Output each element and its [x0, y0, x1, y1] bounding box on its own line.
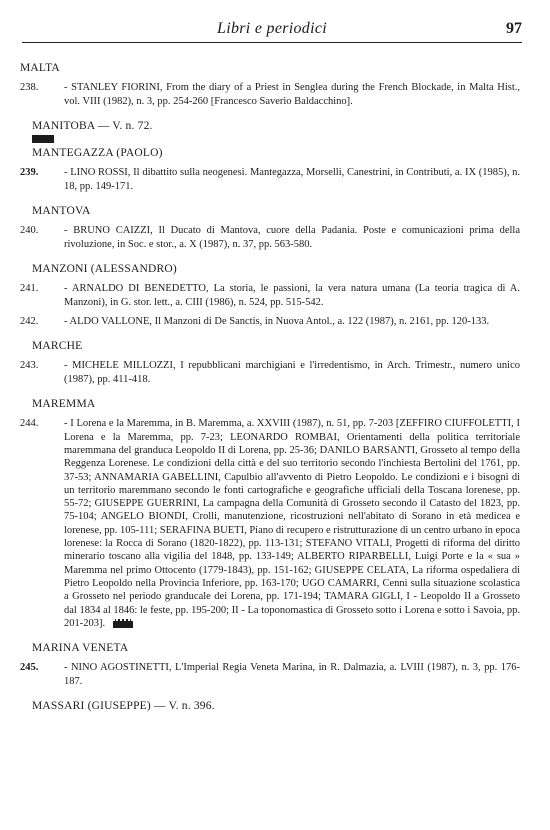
entry-text: - ARNALDO DI BENEDETTO, La storia, le passioni, la vera natura umana (La teoria tragica di A. Manzoni), in G. stor. lett., a. CIII (1986), n. 524, pp. 515-542. [64, 283, 520, 308]
entry-text: - I Lorena e la Maremma, in B. Maremma, a. XXVIII (1987), n. 51, pp. 7-203 [ZEFFIRO CIUFFOLETTI, I Lorena e la Maremma, pp. 7-23; LEONARDO ROMBAI, Orientamenti della politica territoriale maremmana del granduca Leopoldo II di Lorena, pp. 25-36; DANILO BARSANTI, Grosseto al tempo della Reggenza Lorenese. Le condizioni della città e del suo territorio secondo l'inchiesta Bertolini del 1761, pp. 37-53; ANNAMARIA GABELLINI, Capulbio all'avvento di Pietro Leopoldo. Le condizioni e i bisogni di un territorio maremmano secondo le fonti cartografiche e geografiche ufficiali della Toscana lorenese, pp. 55-72; GIUSEPPE GUERRINI, La campagna della Comunità di Grosseto secondo il Catasto del 1823, pp. 75-104; ANGELO BIONDI, Crolli, manutenzione, ricostruzioni nell'abitato di Sorano in età medicea e lorenese, pp. 105-111; SERAFINA BUETI, Piano di recupero e ristrutturazione di un centro urbano in epoca lorenese: la Rocca di Sorano (1820-1822), pp. 113-131; STEFANO VITALI, Progetti di riforma del diritto minerario toscano alla vigilia del 1848, pp. 133-149; ALBERTO RIPARBELLI, Luigi Porte e la « sua » Maremma nel primo Ottocento (1779-1843), pp. 151-162; GIUSEPPE CELATA, La riforma ospedaliera di Pietro Leopoldo nella Provincia Inferiore, pp. 163-170; UGO CAMARRI, Cenni sulla situazione scolastica a Grosseto nel periodo granducale dei Lorena, pp. 171-194; TAMARA GIGLI, I - Leopoldo II a Grosseto dal 1834 al 1846: le feste, pp. 195-200; II - La toponomastica di Grosseto sotto i Lorena e sotto i Savoia, pp. 201-203]. [64, 418, 520, 629]
bibliography-content [20, 58, 520, 713]
section-heading-mantova: MANTOVA [32, 205, 91, 218]
section-heading-marche: MARCHE [32, 340, 83, 353]
entry-text: - NINO AGOSTINETTI, L'Imperial Regia Veneta Marina, in R. Dalmazia, a. LVIII (1987), n. 3, pp. 176-187. [64, 662, 520, 687]
entry-240: 240. - BRUNO CAIZZI, Il Ducato di Mantova, cuore della Padania. Poste e comunicazioni prima della rivoluzione, in Soc. e stor., a. X (1987), n. 37, pp. 563-580. [20, 225, 520, 250]
section-heading-mantegazza: MANTEGAZZA (PAOLO) [32, 147, 163, 160]
entry-text: - STANLEY FIORINI, From the diary of a Priest in Senglea during the French Blockade, in Malta Hist., vol. VIII (1982), n. 3, pp. 254-260 [Francesco Saverio Baldacchino]. [64, 82, 520, 107]
library-stamp-icon [32, 135, 54, 143]
section-heading-massari: MASSARI (GIUSEPPE) — V. n. 396. [32, 699, 215, 712]
section-heading-manzoni: MANZONI (ALESSANDRO) [32, 262, 177, 275]
entry-text: - MICHELE MILLOZZI, I repubblicani marchigiani e l'irredentismo, in Arch. Trimestr., numero unico (1987), pp. 411-418. [64, 360, 520, 385]
section-heading-maremma: MAREMMA [32, 398, 96, 411]
entry-245: 245. - NINO AGOSTINETTI, L'Imperial Regia Veneta Marina, in R. Dalmazia, a. LVIII (1987), n. 3, pp. 176-187. [20, 662, 520, 687]
library-stamp-icon [113, 619, 133, 628]
entry-text: - BRUNO CAIZZI, Il Ducato di Mantova, cuore della Padania. Poste e comunicazioni prima della rivoluzione, in Soc. e stor., a. X (1987), n. 37, pp. 563-580. [64, 225, 520, 250]
entry-text: - LINO ROSSI, Il dibattito sulla neogenesi. Mantegazza, Morselli, Canestrini, in Contributi, a. IX (1985), n. 18, pp. 149-171. [64, 167, 520, 192]
entry-242: 242. - ALDO VALLONE, Il Manzoni di De Sanctis, in Nuova Antol., a. 122 (1987), n. 2161, pp. 120-133. [20, 315, 490, 327]
entry-241: 241. - ARNALDO DI BENEDETTO, La storia, le passioni, la vera natura umana (La teoria tragica di A. Manzoni), in G. stor. lett., a. CIII (1986), n. 524, pp. 515-542. [20, 283, 520, 308]
entry-239: 239. - LINO ROSSI, Il dibattito sulla neogenesi. Mantegazza, Morselli, Canestrini, in Contributi, a. IX (1985), n. 18, pp. 149-171. [20, 167, 520, 192]
entry-244: 244. - I Lorena e la Maremma, in B. Maremma, a. XXVIII (1987), n. 51, pp. 7-203 [ZEFFIRO CIUFFOLETTI, I Lorena e la Maremma, pp. 7-23; LEONARDO ROMBAI, Orientamenti della politica territoriale maremmana del granduca Leopoldo II di Lorena, pp. 25-36; DANILO BARSANTI, Grosseto al tempo della Reggenza Lorenese. Le condizioni della città e del suo territorio secondo l'inchiesta Bertolini del 1761, pp. 37-53; ANNAMARIA GABELLINI, Capulbio all'avvento di Pietro Leopoldo. Le condizioni e i bisogni di un territorio maremmano secondo le fonti cartografiche e geografiche ufficiali della Toscana lorenese, pp. 55-72; GIUSEPPE GUERRINI, La campagna della Comunità di Grosseto secondo il Catasto del 1823, pp. 75-104; ANGELO BIONDI, Crolli, manutenzione, ricostruzioni nell'abitato di Sorano in età medicea e lorenese, pp. 105-111; SERAFINA BUETI, Piano di recupero e ristrutturazione di un centro urbano in epoca lorenese: la Rocca di Sorano (1820-1822), pp. 113-131; STEFANO VITALI, Progetti di riforma del diritto minerario toscano alla vigilia del 1848, pp. 133-149; ALBERTO RIPARBELLI, Luigi Porte e la « sua » Maremma nel primo Ottocento (1779-1843), pp. 151-162; GIUSEPPE CELATA, La riforma ospedaliera di Pietro Leopoldo nella Provincia Inferiore, pp. 163-170; UGO CAMARRI, Cenni sulla situazione scolastica a Grosseto nel periodo granducale dei Lorena, pp. 171-194; TAMARA GIGLI, I - Leopoldo II a Grosseto dal 1834 al 1846: le feste, pp. 195-200; II - La toponomastica di Grosseto sotto i Lorena e sotto i Savoia, pp. 201-203]. [20, 418, 520, 629]
page-header [22, 20, 522, 44]
section-heading-marina-veneta: MARINA VENETA [32, 642, 129, 655]
section-heading-malta: MALTA [20, 62, 60, 74]
entry-text: - ALDO VALLONE, Il Manzoni di De Sanctis, in Nuova Antol., a. 122 (1987), n. 2161, pp. 120-133. [64, 315, 490, 327]
entry-243: 243. - MICHELE MILLOZZI, I repubblicani marchigiani e l'irredentismo, in Arch. Trimestr., numero unico (1987), pp. 411-418. [20, 360, 520, 385]
entry-238: 238. - STANLEY FIORINI, From the diary of a Priest in Senglea during the French Blockade, in Malta Hist., vol. VIII (1982), n. 3, pp. 254-260 [Francesco Saverio Baldacchino]. [20, 82, 520, 107]
page-number: 97 [506, 20, 522, 37]
running-title: Libri e periodici [217, 20, 327, 37]
header-rule [22, 42, 522, 43]
section-heading-manitoba: MANITOBA — V. n. 72. [32, 119, 153, 132]
